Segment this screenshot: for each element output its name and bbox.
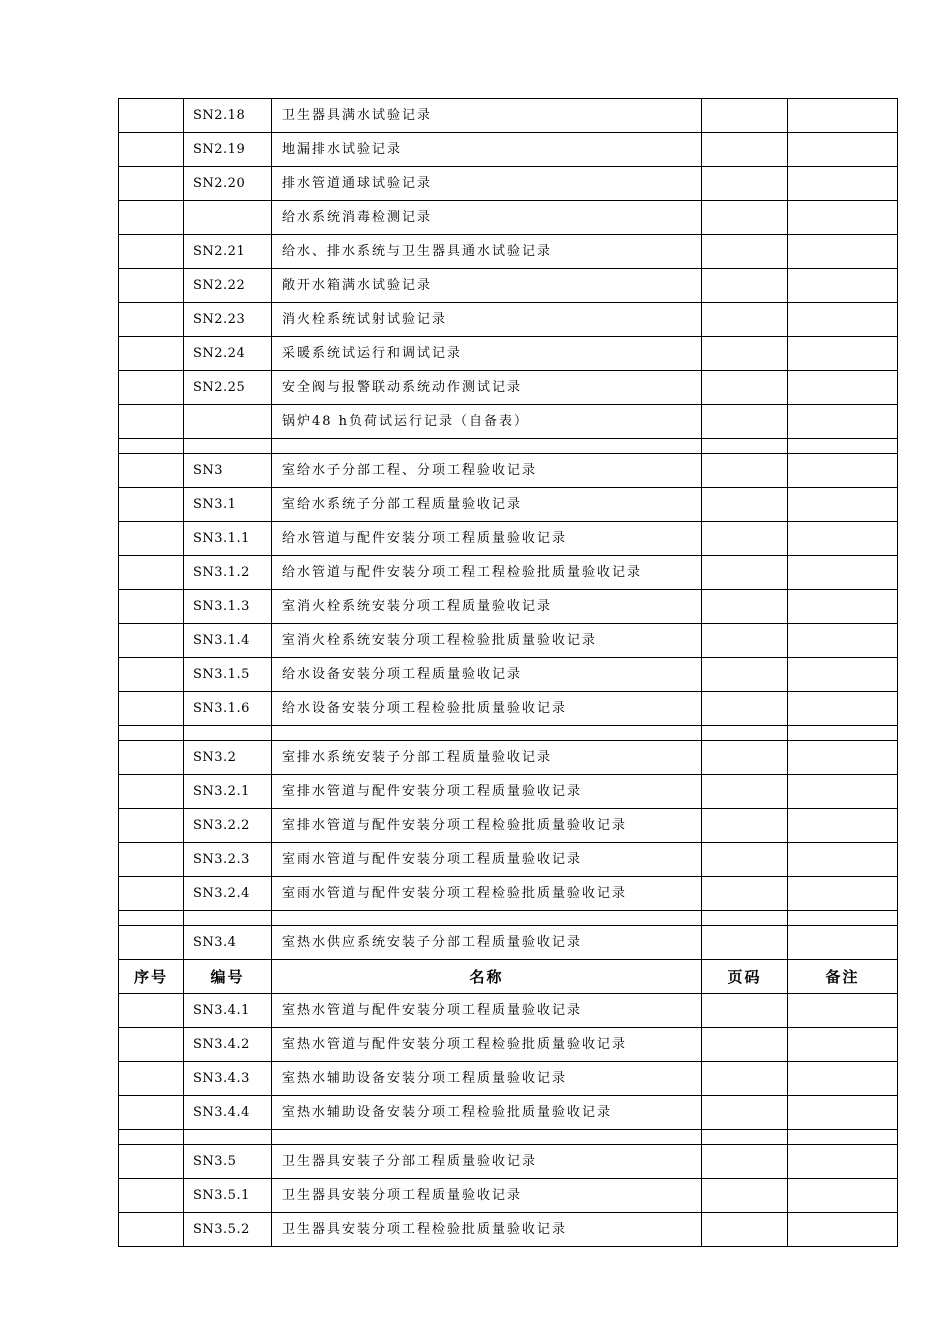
name-cell: 卫生器具安装分项工程检验批质量验收记录 <box>272 1213 702 1247</box>
seq-cell <box>119 843 184 877</box>
seq-cell <box>119 926 184 960</box>
code-cell: SN3.2.1 <box>184 775 272 809</box>
empty-cell <box>119 726 184 741</box>
code-cell: SN3.1.4 <box>184 624 272 658</box>
code-cell: SN3.5 <box>184 1145 272 1179</box>
remark-cell <box>788 488 898 522</box>
code-cell: SN3.2.3 <box>184 843 272 877</box>
name-cell: 室雨水管道与配件安装分项工程质量验收记录 <box>272 843 702 877</box>
table-row <box>119 741 898 775</box>
page-cell <box>702 405 788 439</box>
page-cell <box>702 692 788 726</box>
remark-cell <box>788 201 898 235</box>
code-cell: SN2.19 <box>184 133 272 167</box>
page-cell <box>702 269 788 303</box>
name-cell: 敞开水箱满水试验记录 <box>272 269 702 303</box>
seq-cell <box>119 809 184 843</box>
spacer-row <box>119 439 898 454</box>
name-cell: 室热水辅助设备安装分项工程检验批质量验收记录 <box>272 1096 702 1130</box>
empty-cell <box>702 911 788 926</box>
page-cell <box>702 843 788 877</box>
code-cell: SN3.4.2 <box>184 1028 272 1062</box>
table-row <box>119 843 898 877</box>
code-cell: SN3.5.2 <box>184 1213 272 1247</box>
table-row <box>119 809 898 843</box>
seq-cell <box>119 1145 184 1179</box>
name-cell: 给水、排水系统与卫生器具通水试验记录 <box>272 235 702 269</box>
seq-cell <box>119 624 184 658</box>
seq-cell <box>119 133 184 167</box>
seq-cell <box>119 877 184 911</box>
remark-cell <box>788 1062 898 1096</box>
table-row <box>119 775 898 809</box>
page-cell <box>702 809 788 843</box>
empty-cell <box>788 1130 898 1145</box>
header-seq: 序号 <box>119 960 184 994</box>
table-row <box>119 1179 898 1213</box>
table-row <box>119 99 898 133</box>
spacer-row <box>119 1130 898 1145</box>
seq-cell <box>119 741 184 775</box>
remark-cell <box>788 1145 898 1179</box>
empty-cell <box>788 911 898 926</box>
seq-cell <box>119 1179 184 1213</box>
name-cell: 室排水管道与配件安装分项工程质量验收记录 <box>272 775 702 809</box>
empty-cell <box>272 1130 702 1145</box>
table-row <box>119 877 898 911</box>
header-remark: 备注 <box>788 960 898 994</box>
name-cell: 地漏排水试验记录 <box>272 133 702 167</box>
code-cell: SN3.5.1 <box>184 1179 272 1213</box>
code-cell: SN2.20 <box>184 167 272 201</box>
code-cell <box>184 405 272 439</box>
page-cell <box>702 1213 788 1247</box>
seq-cell <box>119 235 184 269</box>
name-cell: 锅炉48 h负荷试运行记录（自备表） <box>272 405 702 439</box>
name-cell: 给水设备安装分项工程质量验收记录 <box>272 658 702 692</box>
remark-cell <box>788 235 898 269</box>
code-cell: SN3.2 <box>184 741 272 775</box>
code-cell: SN3.1.6 <box>184 692 272 726</box>
seq-cell <box>119 337 184 371</box>
empty-cell <box>184 726 272 741</box>
name-cell: 给水管道与配件安装分项工程质量验收记录 <box>272 522 702 556</box>
remark-cell <box>788 556 898 590</box>
name-cell: 室热水供应系统安装子分部工程质量验收记录 <box>272 926 702 960</box>
code-cell: SN2.25 <box>184 371 272 405</box>
table-row <box>119 269 898 303</box>
seq-cell <box>119 99 184 133</box>
seq-cell <box>119 303 184 337</box>
remark-cell <box>788 809 898 843</box>
empty-cell <box>184 1130 272 1145</box>
document-page <box>118 98 897 1247</box>
name-cell: 给水管道与配件安装分项工程工程检验批质量验收记录 <box>272 556 702 590</box>
empty-cell <box>702 726 788 741</box>
table-row <box>119 405 898 439</box>
seq-cell <box>119 488 184 522</box>
seq-cell <box>119 1062 184 1096</box>
table-row <box>119 658 898 692</box>
remark-cell <box>788 1096 898 1130</box>
page-cell <box>702 877 788 911</box>
page-cell <box>702 994 788 1028</box>
name-cell: 给水系统消毒检测记录 <box>272 201 702 235</box>
table-row <box>119 488 898 522</box>
name-cell: 室排水管道与配件安装分项工程检验批质量验收记录 <box>272 809 702 843</box>
remark-cell <box>788 590 898 624</box>
code-cell: SN3.1.3 <box>184 590 272 624</box>
header-code: 编号 <box>184 960 272 994</box>
remark-cell <box>788 877 898 911</box>
seq-cell <box>119 692 184 726</box>
code-cell: SN3.1.1 <box>184 522 272 556</box>
table-header-row <box>119 960 898 994</box>
page-cell <box>702 775 788 809</box>
empty-cell <box>788 726 898 741</box>
table-row <box>119 133 898 167</box>
remark-cell <box>788 133 898 167</box>
seq-cell <box>119 371 184 405</box>
page-cell <box>702 624 788 658</box>
page-cell <box>702 201 788 235</box>
table-body <box>119 99 898 1247</box>
table-row <box>119 1028 898 1062</box>
empty-cell <box>272 726 702 741</box>
code-cell: SN2.24 <box>184 337 272 371</box>
name-cell: 室消火栓系统安装分项工程检验批质量验收记录 <box>272 624 702 658</box>
name-cell: 室热水辅助设备安装分项工程质量验收记录 <box>272 1062 702 1096</box>
page-cell <box>702 488 788 522</box>
remark-cell <box>788 624 898 658</box>
remark-cell <box>788 371 898 405</box>
code-cell: SN3.4.1 <box>184 994 272 1028</box>
page-cell <box>702 1145 788 1179</box>
page-cell <box>702 926 788 960</box>
remark-cell <box>788 926 898 960</box>
name-cell: 室消火栓系统安装分项工程质量验收记录 <box>272 590 702 624</box>
spacer-row <box>119 726 898 741</box>
page-cell <box>702 99 788 133</box>
seq-cell <box>119 1096 184 1130</box>
header-name: 名称 <box>272 960 702 994</box>
table-row <box>119 1062 898 1096</box>
remark-cell <box>788 522 898 556</box>
page-cell <box>702 590 788 624</box>
table-row <box>119 624 898 658</box>
seq-cell <box>119 658 184 692</box>
page-cell <box>702 1179 788 1213</box>
code-cell: SN2.18 <box>184 99 272 133</box>
table-row <box>119 337 898 371</box>
header-page: 页码 <box>702 960 788 994</box>
seq-cell <box>119 201 184 235</box>
empty-cell <box>184 439 272 454</box>
page-cell <box>702 522 788 556</box>
table-row <box>119 303 898 337</box>
name-cell: 室雨水管道与配件安装分项工程检验批质量验收记录 <box>272 877 702 911</box>
name-cell: 室给水子分部工程、分项工程验收记录 <box>272 454 702 488</box>
remark-cell <box>788 775 898 809</box>
seq-cell <box>119 994 184 1028</box>
page-cell <box>702 1096 788 1130</box>
seq-cell <box>119 775 184 809</box>
name-cell: 卫生器具安装子分部工程质量验收记录 <box>272 1145 702 1179</box>
remark-cell <box>788 303 898 337</box>
empty-cell <box>788 439 898 454</box>
empty-cell <box>272 911 702 926</box>
empty-cell <box>119 439 184 454</box>
remark-cell <box>788 337 898 371</box>
seq-cell <box>119 269 184 303</box>
empty-cell <box>702 439 788 454</box>
table-row <box>119 1145 898 1179</box>
name-cell: 卫生器具满水试验记录 <box>272 99 702 133</box>
name-cell: 卫生器具安装分项工程质量验收记录 <box>272 1179 702 1213</box>
code-cell: SN3.1.5 <box>184 658 272 692</box>
seq-cell <box>119 1213 184 1247</box>
name-cell: 室排水系统安装子分部工程质量验收记录 <box>272 741 702 775</box>
code-cell: SN3.1.2 <box>184 556 272 590</box>
seq-cell <box>119 522 184 556</box>
seq-cell <box>119 454 184 488</box>
remark-cell <box>788 692 898 726</box>
remark-cell <box>788 843 898 877</box>
seq-cell <box>119 405 184 439</box>
name-cell: 给水设备安装分项工程检验批质量验收记录 <box>272 692 702 726</box>
page-cell <box>702 337 788 371</box>
table-row <box>119 235 898 269</box>
table-row <box>119 522 898 556</box>
empty-cell <box>702 1130 788 1145</box>
code-cell: SN2.23 <box>184 303 272 337</box>
code-cell: SN3.4.4 <box>184 1096 272 1130</box>
remark-cell <box>788 1179 898 1213</box>
remark-cell <box>788 269 898 303</box>
code-cell: SN3.1 <box>184 488 272 522</box>
page-cell <box>702 454 788 488</box>
seq-cell <box>119 167 184 201</box>
remark-cell <box>788 1213 898 1247</box>
page-cell <box>702 167 788 201</box>
name-cell: 安全阀与报警联动系统动作测试记录 <box>272 371 702 405</box>
page-cell <box>702 658 788 692</box>
remark-cell <box>788 994 898 1028</box>
page-cell <box>702 235 788 269</box>
seq-cell <box>119 590 184 624</box>
remark-cell <box>788 405 898 439</box>
table-row <box>119 454 898 488</box>
code-cell: SN3.2.4 <box>184 877 272 911</box>
remark-cell <box>788 741 898 775</box>
code-cell: SN3.4.3 <box>184 1062 272 1096</box>
remark-cell <box>788 454 898 488</box>
page-cell <box>702 556 788 590</box>
page-cell <box>702 133 788 167</box>
table-row <box>119 994 898 1028</box>
seq-cell <box>119 556 184 590</box>
code-cell: SN3 <box>184 454 272 488</box>
seq-cell <box>119 1028 184 1062</box>
remark-cell <box>788 167 898 201</box>
page-cell <box>702 1062 788 1096</box>
code-cell <box>184 201 272 235</box>
name-cell: 室热水管道与配件安装分项工程质量验收记录 <box>272 994 702 1028</box>
table-row <box>119 1213 898 1247</box>
name-cell: 消火栓系统试射试验记录 <box>272 303 702 337</box>
code-cell: SN3.4 <box>184 926 272 960</box>
code-cell: SN3.2.2 <box>184 809 272 843</box>
table-row <box>119 926 898 960</box>
empty-cell <box>119 1130 184 1145</box>
table-row <box>119 556 898 590</box>
table-row <box>119 692 898 726</box>
code-cell: SN2.22 <box>184 269 272 303</box>
page-cell <box>702 741 788 775</box>
empty-cell <box>184 911 272 926</box>
page-cell <box>702 1028 788 1062</box>
table-row <box>119 590 898 624</box>
empty-cell <box>272 439 702 454</box>
name-cell: 室热水管道与配件安装分项工程检验批质量验收记录 <box>272 1028 702 1062</box>
table-row <box>119 167 898 201</box>
name-cell: 室给水系统子分部工程质量验收记录 <box>272 488 702 522</box>
remark-cell <box>788 1028 898 1062</box>
table-row <box>119 201 898 235</box>
table-row <box>119 1096 898 1130</box>
remark-cell <box>788 658 898 692</box>
spacer-row <box>119 911 898 926</box>
code-cell: SN2.21 <box>184 235 272 269</box>
remark-cell <box>788 99 898 133</box>
empty-cell <box>119 911 184 926</box>
page-cell <box>702 371 788 405</box>
record-index-table <box>118 98 898 1247</box>
name-cell: 排水管道通球试验记录 <box>272 167 702 201</box>
name-cell: 采暖系统试运行和调试记录 <box>272 337 702 371</box>
table-row <box>119 371 898 405</box>
page-cell <box>702 303 788 337</box>
